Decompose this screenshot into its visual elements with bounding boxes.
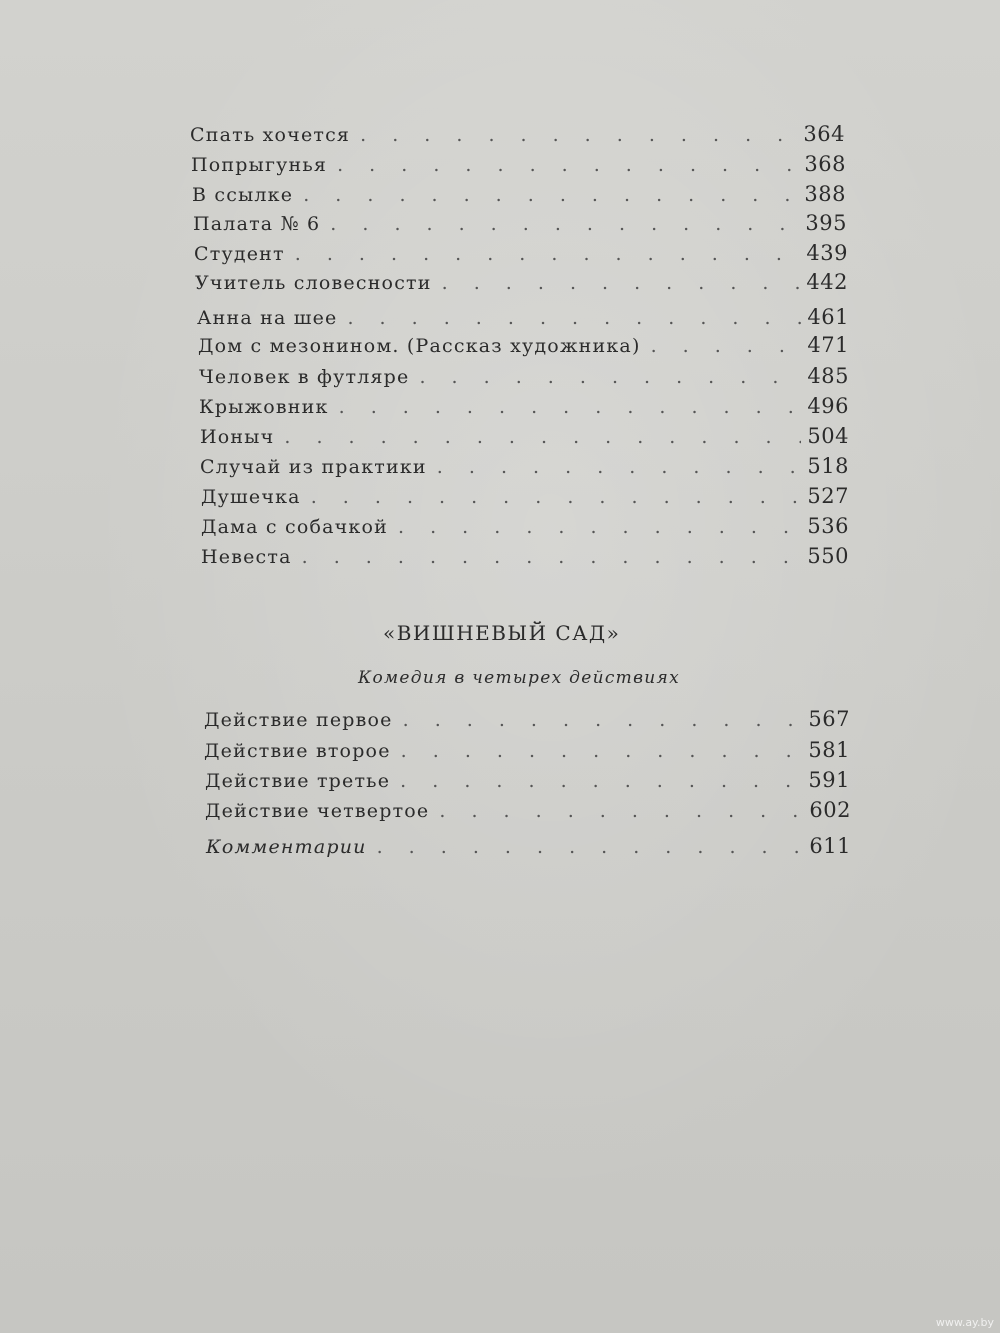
toc-entry — [191, 152, 846, 176]
toc-entry-title: Спать хочется — [190, 124, 351, 146]
toc-entry-title: Действие третье — [205, 770, 391, 792]
toc-entry — [200, 424, 849, 448]
toc-entry-title: Дама с собачкой — [201, 516, 388, 538]
toc-entry-title: Невеста — [201, 546, 292, 568]
toc-entry-title: Комментарии — [206, 836, 367, 858]
toc-entry-page: 504 — [807, 424, 849, 448]
dot-leader — [337, 154, 798, 176]
toc-entry-title: Анна на шее — [197, 307, 338, 329]
toc-entry-title: Действие четвертое — [205, 800, 430, 822]
toc-entry-page: 485 — [807, 364, 849, 388]
toc-entry-page: 536 — [807, 514, 849, 538]
toc-entry-page: 439 — [806, 241, 848, 265]
toc-entry-title: Крыжовник — [199, 396, 329, 418]
toc-entry-title: Действие второе — [204, 740, 391, 762]
toc-entry-title: Случай из практики — [200, 456, 427, 478]
toc-entry — [193, 211, 847, 235]
dot-leader — [651, 335, 801, 357]
toc-entry — [198, 333, 849, 357]
toc-entry-page: 581 — [808, 738, 850, 762]
dot-leader — [302, 546, 801, 568]
toc-entry-page: 368 — [804, 152, 846, 176]
dot-leader — [330, 213, 799, 235]
toc-entry — [200, 454, 849, 478]
toc-entry-page: 518 — [807, 454, 849, 478]
toc-entry-title: Действие первое — [204, 709, 393, 731]
dot-leader — [377, 836, 803, 858]
dot-leader — [403, 709, 802, 731]
dot-leader — [401, 740, 802, 762]
toc-entry-commentary — [206, 834, 851, 858]
toc-entry-page: 395 — [805, 211, 847, 235]
dot-leader — [303, 184, 798, 206]
dot-leader — [284, 426, 801, 448]
toc-entry — [205, 798, 851, 822]
toc-entry-title: Попрыгунья — [191, 154, 328, 176]
section-heading: «ВИШНЕВЫЙ САД» — [383, 621, 621, 645]
toc-entry-page: 567 — [808, 707, 850, 731]
dot-leader — [419, 366, 801, 388]
toc-entry — [201, 484, 849, 508]
toc-entry-page: 471 — [807, 333, 849, 357]
toc-entry — [199, 364, 849, 388]
dot-leader — [339, 396, 801, 418]
toc-entry — [205, 768, 850, 792]
toc-entry — [199, 394, 849, 418]
toc-entry-title: Учитель словесности — [195, 272, 432, 294]
dot-leader — [398, 516, 801, 538]
toc-entry — [192, 182, 846, 206]
section-subtitle: Комедия в четырех действиях — [358, 668, 680, 688]
toc-entry-page: 461 — [807, 305, 849, 329]
toc-entry-title: Студент — [194, 243, 285, 265]
toc-entry-title: Дом с мезонином. (Рассказ художника) — [198, 335, 641, 357]
toc-entry-page: 496 — [807, 394, 849, 418]
toc-entry — [197, 305, 849, 329]
toc-entry-page: 527 — [807, 484, 849, 508]
watermark: www.ay.by — [935, 1316, 994, 1329]
dot-leader — [311, 486, 801, 508]
toc-entry-page: 591 — [808, 768, 850, 792]
dot-leader — [295, 243, 800, 265]
toc-entry-page: 550 — [807, 544, 849, 568]
toc-entry — [195, 270, 848, 294]
dot-leader — [437, 456, 801, 478]
toc-entry-title: В ссылке — [192, 184, 294, 206]
toc-entry-title: Ионыч — [200, 426, 275, 448]
dot-leader — [400, 770, 802, 792]
dot-leader — [360, 124, 797, 146]
toc-entry — [190, 122, 845, 146]
toc-entry — [204, 707, 850, 731]
dot-leader — [442, 272, 800, 294]
dot-leader — [347, 307, 801, 329]
toc-entry-page: 602 — [809, 798, 851, 822]
toc-entry-title: Душечка — [201, 486, 301, 508]
toc-entry-page: 442 — [806, 270, 848, 294]
toc-entry — [201, 544, 849, 568]
toc-entry-page: 364 — [803, 122, 845, 146]
toc-entry-title: Палата № 6 — [193, 213, 321, 235]
toc-entry-title: Человек в футляре — [199, 366, 410, 388]
toc-entry — [204, 738, 850, 762]
toc-entry — [201, 514, 849, 538]
toc-entry — [194, 241, 848, 265]
toc-entry-page: 388 — [804, 182, 846, 206]
dot-leader — [439, 800, 803, 822]
toc-entry-page: 611 — [809, 834, 851, 858]
